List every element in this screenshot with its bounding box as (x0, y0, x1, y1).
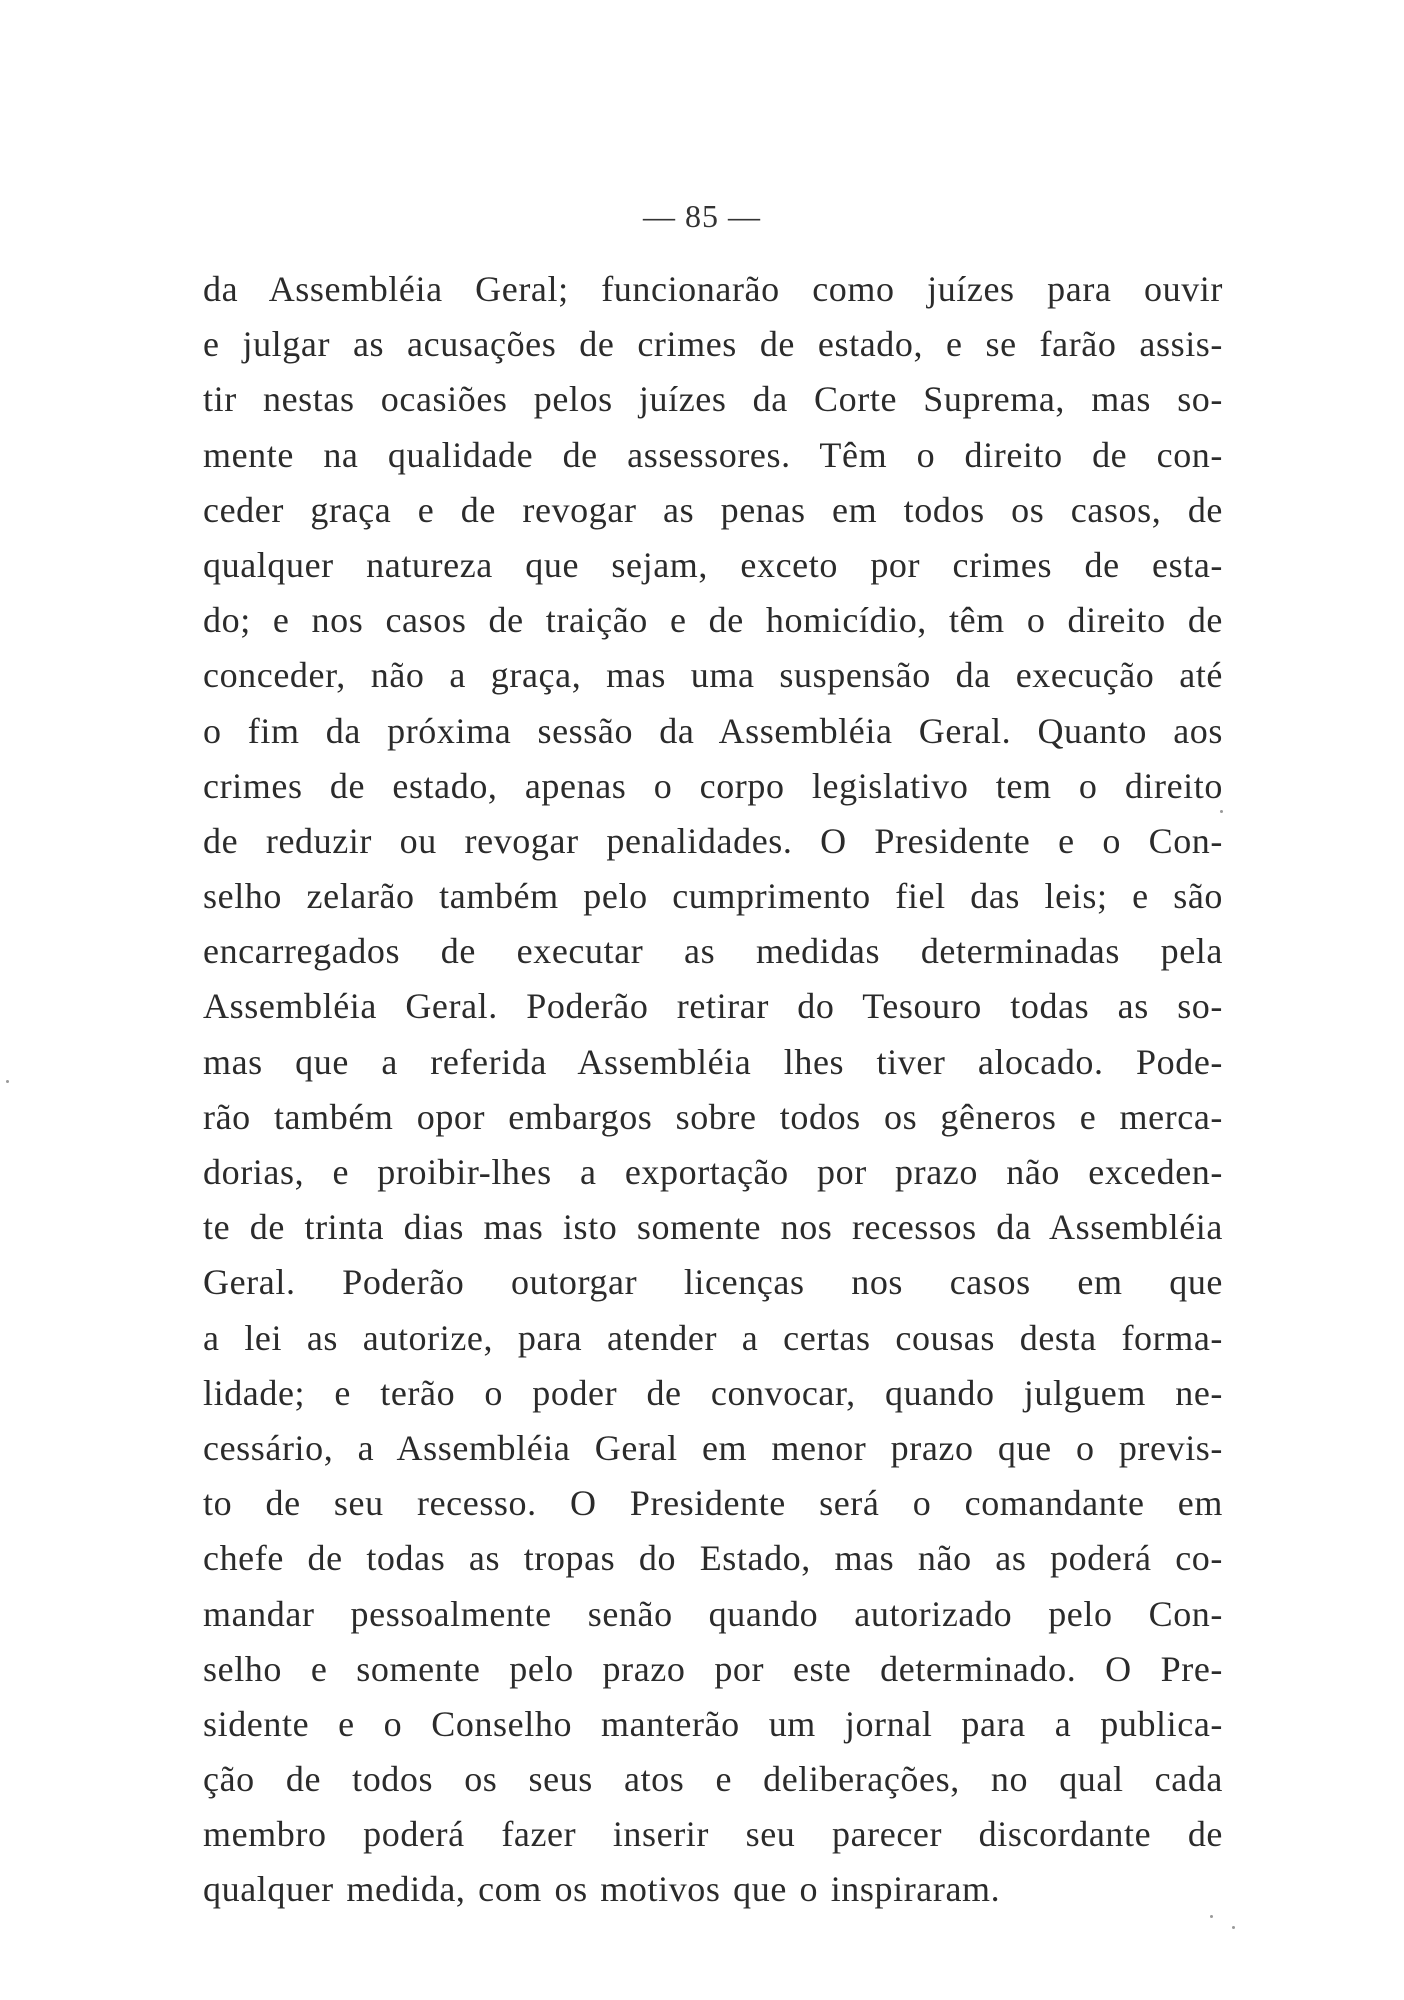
text-line: Assembléia Geral. Poderão retirar do Tesouro todas as so- (203, 986, 1223, 1027)
page-number: — 85 — (643, 198, 761, 234)
text-line: dorias, e proibir-lhes a exportação por prazo não exceden- (203, 1152, 1223, 1192)
text-line: selho e somente pelo prazo por este determinado. O Pre- (203, 1648, 1223, 1689)
text-line: te de trinta dias mas isto somente nos recessos da Assembléia (203, 1207, 1223, 1248)
text-line: mente na qualidade de assessores. Têm o direito de con- (203, 434, 1223, 475)
text-line: tir nestas ocasiões pelos juízes da Corte Suprema, mas so- (203, 379, 1223, 420)
text-line: de reduzir ou revogar penalidades. O Presidente e o Con- (203, 820, 1223, 861)
scan-speck (1220, 810, 1223, 813)
text-line: mas que a referida Assembléia lhes tiver alocado. Pode- (203, 1041, 1223, 1082)
text-line: sidente e o Conselho manterão um jornal para a publica- (203, 1703, 1223, 1744)
scan-speck (6, 1080, 9, 1083)
scan-speck (1210, 1915, 1213, 1918)
text-line: qualquer medida, com os motivos que o inspiraram. (203, 1869, 1001, 1910)
text-line: conceder, não a graça, mas uma suspensão da execução até (203, 655, 1223, 696)
text-line: cessário, a Assembléia Geral em menor prazo que o previs- (203, 1427, 1223, 1468)
text-line: Geral. Poderão outorgar licenças nos casos em que (203, 1262, 1223, 1303)
body-text (203, 262, 1223, 1918)
text-line: membro poderá fazer inserir seu parecer discordante de (203, 1814, 1223, 1855)
scan-speck (1232, 1926, 1235, 1929)
text-line: encarregados de executar as medidas determinadas pela (203, 931, 1223, 972)
text-line: ção de todos os seus atos e deliberações, no qual cada (203, 1759, 1223, 1800)
text-line: qualquer natureza que sejam, exceto por crimes de esta- (203, 544, 1223, 585)
text-line: mandar pessoalmente senão quando autorizado pelo Con- (203, 1593, 1223, 1634)
text-line: do; e nos casos de traição e de homicídio, têm o direito de (203, 600, 1223, 641)
text-line: a lei as autorize, para atender a certas cousas desta forma- (203, 1317, 1223, 1358)
text-line: o fim da próxima sessão da Assembléia Geral. Quanto aos (203, 710, 1223, 751)
text-line: chefe de todas as tropas do Estado, mas não as poderá co- (203, 1538, 1223, 1579)
text-line: crimes de estado, apenas o corpo legislativo tem o direito (203, 765, 1223, 806)
text-line: to de seu recesso. O Presidente será o comandante em (203, 1483, 1223, 1524)
text-line: ceder graça e de revogar as penas em todos os casos, de (203, 489, 1223, 530)
text-line: selho zelarão também pelo cumprimento fiel das leis; e são (203, 876, 1223, 917)
text-line: e julgar as acusações de crimes de estado, e se farão assis- (203, 324, 1223, 365)
text-line: lidade; e terão o poder de convocar, quando julguem ne- (203, 1372, 1223, 1413)
text-line: da Assembléia Geral; funcionarão como juízes para ouvir (203, 269, 1223, 309)
text-line: rão também opor embargos sobre todos os gêneros e merca- (203, 1096, 1223, 1137)
